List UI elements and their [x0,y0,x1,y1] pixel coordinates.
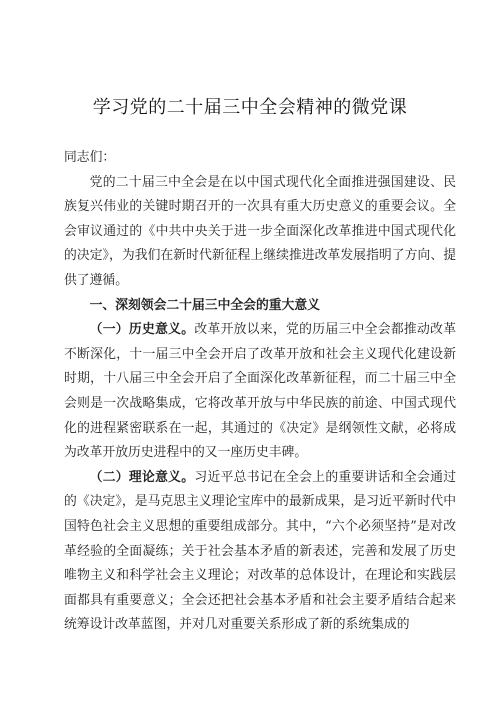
point-lead-history: （一）历史意义。 [89,322,195,338]
point-paragraph-history [64,318,456,466]
section-heading: 一、深刻领会二十届三中全会的重大意义 [89,297,320,313]
document-body [64,146,456,638]
intro-paragraph: 党的二十届三中全会是在以中国式现代化全面推进强国建设、民族复兴伟业的关键时期召开的一次具有重大历史意义的重要会议。全会审议通过的《中共中央关于进一步全面深化改革推进中国式现代化的决定》，为我们在新时代新征程上继续推进改革发展指明了方向、提供了遵循。 [64,174,456,288]
point-text-history: 改革开放以来，党的历届三中全会都推动改革不断深化，十一届三中全会开启了改革开放和社会主义现代化建设新时期，十八届三中全会开启了全面深化改革新征程，而二十届三中全会则是一次战略集成，它将改革开放与中华民族的前途、中国式现代化的进程紧密联系在一起，其通过的《决定》是纲领性文献，必将成为改革开放历史进程中的又一座历史丰碑。 [64,322,457,461]
point-text-theory: 习近平总书记在全会上的重要讲话和全会通过的《决定》，是马克思主义理论宝库中的最新成果，是习近平新时代中国特色社会主义思想的重要组成部分。其中，“六个必须坚持”是对改革经验的全面凝练；关于社会基本矛盾的新表述，完善和发展了历史唯物主义和科学社会主义理论；对改革的总体设计，在理论和实践层面都具有重要意义；全会还把社会基本矛盾和社会主要矛盾结合起来统筹设计改革蓝图，并对几对重要关系形成了新的系统集成的 [64,469,457,633]
point-paragraph-theory [64,466,456,638]
document-title: 学习党的二十届三中全会精神的微党课 [92,97,408,118]
point-lead-theory: （二）理论意义。 [89,469,195,485]
salutation: 同志们： [64,150,116,165]
